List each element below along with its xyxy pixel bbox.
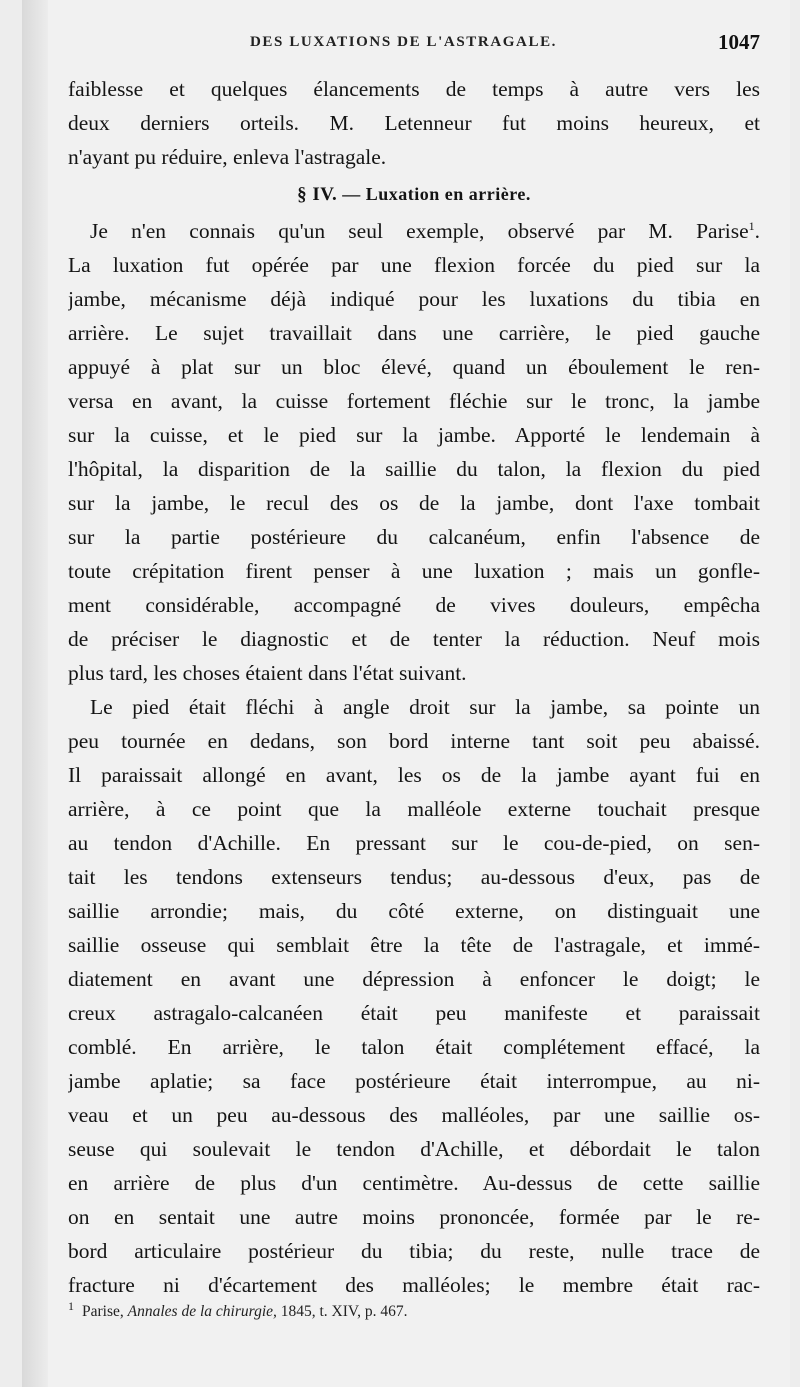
line-text: fracture ni d'écartement des malléoles; le membre était rac- xyxy=(68,1273,760,1297)
section-heading xyxy=(68,174,760,214)
text-line xyxy=(68,622,760,656)
line-text: deux derniers orteils. M. Letenneur fut moins heureux, et xyxy=(68,111,760,135)
text-line xyxy=(68,1166,760,1200)
line-text: sur la jambe, le recul des os de la jambe, dont l'axe tombait xyxy=(68,491,760,515)
line-text: ment considérable, accompagné de vives douleurs, empêcha xyxy=(68,593,760,617)
text-line xyxy=(68,140,760,174)
line-text: bord articulaire postérieur du tibia; du reste, nulle trace de xyxy=(68,1239,760,1263)
text-line xyxy=(68,106,760,140)
footnote-ref-punctuation: . xyxy=(754,219,760,243)
page-gutter-shadow xyxy=(22,0,48,1387)
line-text: faiblesse et quelques élancements de temps à autre vers les xyxy=(68,77,760,101)
line-text: en arrière de plus d'un centimètre. Au-dessus de cette saillie xyxy=(68,1171,760,1195)
text-line xyxy=(68,1064,760,1098)
line-text: jambe aplatie; sa face postérieure était interrompue, au ni- xyxy=(68,1069,760,1093)
page-header xyxy=(250,30,760,56)
line-text: arrière, à ce point que la malléole externe touchait presque xyxy=(68,797,760,821)
text-line xyxy=(68,282,760,316)
text-line xyxy=(68,554,760,588)
footnote-reference[interactable]: 1 xyxy=(748,218,755,233)
text-line xyxy=(68,520,760,554)
book-page xyxy=(22,0,790,1387)
text-line xyxy=(68,588,760,622)
text-line xyxy=(68,418,760,452)
line-text: jambe, mécanisme déjà indiqué pour les luxations du tibia en xyxy=(68,287,760,311)
line-text: de préciser le diagnostic et de tenter la réduction. Neuf mois xyxy=(68,627,760,651)
text-line xyxy=(68,826,760,860)
footnote-title: Annales de la chirurgie, xyxy=(127,1303,277,1320)
paragraph-1 xyxy=(68,214,760,690)
text-line xyxy=(68,72,760,106)
line-text: comblé. En arrière, le talon était complétement effacé, la xyxy=(68,1035,760,1059)
text-line xyxy=(68,894,760,928)
text-line xyxy=(68,860,760,894)
line-text: Le pied était fléchi à angle droit sur la jambe, sa pointe un xyxy=(90,695,760,719)
text-line xyxy=(68,656,760,690)
body-text xyxy=(68,72,760,1302)
text-line xyxy=(68,248,760,282)
text-line xyxy=(68,758,760,792)
footnote-author: Parise, xyxy=(82,1303,124,1320)
text-line xyxy=(68,214,760,248)
text-line xyxy=(68,1030,760,1064)
line-text: saillie osseuse qui semblait être la tête de l'astragale, et immé- xyxy=(68,933,760,957)
running-title: DES LUXATIONS DE L'ASTRAGALE. xyxy=(250,34,558,50)
line-text: appuyé à plat sur un bloc élevé, quand un éboulement le ren- xyxy=(68,355,760,379)
section-title: Luxation en arrière. xyxy=(365,184,531,204)
text-line xyxy=(68,690,760,724)
line-text: seuse qui soulevait le tendon d'Achille, et débordait le talon xyxy=(68,1137,760,1161)
line-text: arrière. Le sujet travaillait dans une carrière, le pied gauche xyxy=(68,321,760,345)
text-line xyxy=(68,350,760,384)
text-line xyxy=(68,316,760,350)
paragraph-2 xyxy=(68,690,760,1302)
text-line xyxy=(68,1268,760,1302)
text-line xyxy=(68,996,760,1030)
text-line xyxy=(68,792,760,826)
line-text: n'ayant pu réduire, enleva l'astragale. xyxy=(68,145,387,169)
line-text: sur la cuisse, et le pied sur la jambe. Apporté le lendemain à xyxy=(68,423,760,447)
line-text: La luxation fut opérée par une flexion forcée du pied sur la xyxy=(68,253,760,277)
footnote-mark: 1 xyxy=(68,1298,74,1313)
text-line xyxy=(68,1200,760,1234)
text-line xyxy=(68,1234,760,1268)
line-text: plus tard, les choses étaient dans l'état suivant. xyxy=(68,661,467,685)
line-text: sur la partie postérieure du calcanéum, enfin l'absence de xyxy=(68,525,760,549)
section-dash: — xyxy=(342,184,361,204)
intro-paragraph xyxy=(68,72,760,174)
text-line xyxy=(68,384,760,418)
line-text: toute crépitation firent penser à une luxation ; mais un gonfle- xyxy=(68,559,760,583)
line-text: l'hôpital, la disparition de la saillie du talon, la flexion du pied xyxy=(68,457,760,481)
text-line xyxy=(68,724,760,758)
text-line xyxy=(68,928,760,962)
line-text: saillie arrondie; mais, du côté externe, on distinguait une xyxy=(68,899,760,923)
line-text: au tendon d'Achille. En pressant sur le cou-de-pied, on sen- xyxy=(68,831,760,855)
line-text: diatement en avant une dépression à enfoncer le doigt; le xyxy=(68,967,760,991)
footnote-details: 1845, t. XIV, p. 467. xyxy=(280,1303,408,1320)
text-line xyxy=(68,452,760,486)
line-text: Il paraissait allongé en avant, les os de la jambe ayant fui en xyxy=(68,763,760,787)
text-line xyxy=(68,486,760,520)
section-number: § IV. xyxy=(297,184,338,205)
line-text: veau et un peu au-dessous des malléoles, par une saillie os- xyxy=(68,1103,760,1127)
footnote xyxy=(68,1298,760,1322)
line-text: peu tournée en dedans, son bord interne tant soit peu abaissé. xyxy=(68,729,760,753)
line-text: creux astragalo-calcanéen était peu manifeste et paraissait xyxy=(68,1001,760,1025)
text-line xyxy=(68,962,760,996)
line-text: tait les tendons extenseurs tendus; au-dessous d'eux, pas de xyxy=(68,865,760,889)
text-line xyxy=(68,1098,760,1132)
page-number: 1047 xyxy=(718,30,760,54)
text-line xyxy=(68,1132,760,1166)
line-text: Je n'en connais qu'un seul exemple, observé par M. Parise xyxy=(90,219,749,243)
line-text: versa en avant, la cuisse fortement fléchie sur le tronc, la jambe xyxy=(68,389,760,413)
line-text: on en sentait une autre moins prononcée, formée par le re- xyxy=(68,1205,760,1229)
